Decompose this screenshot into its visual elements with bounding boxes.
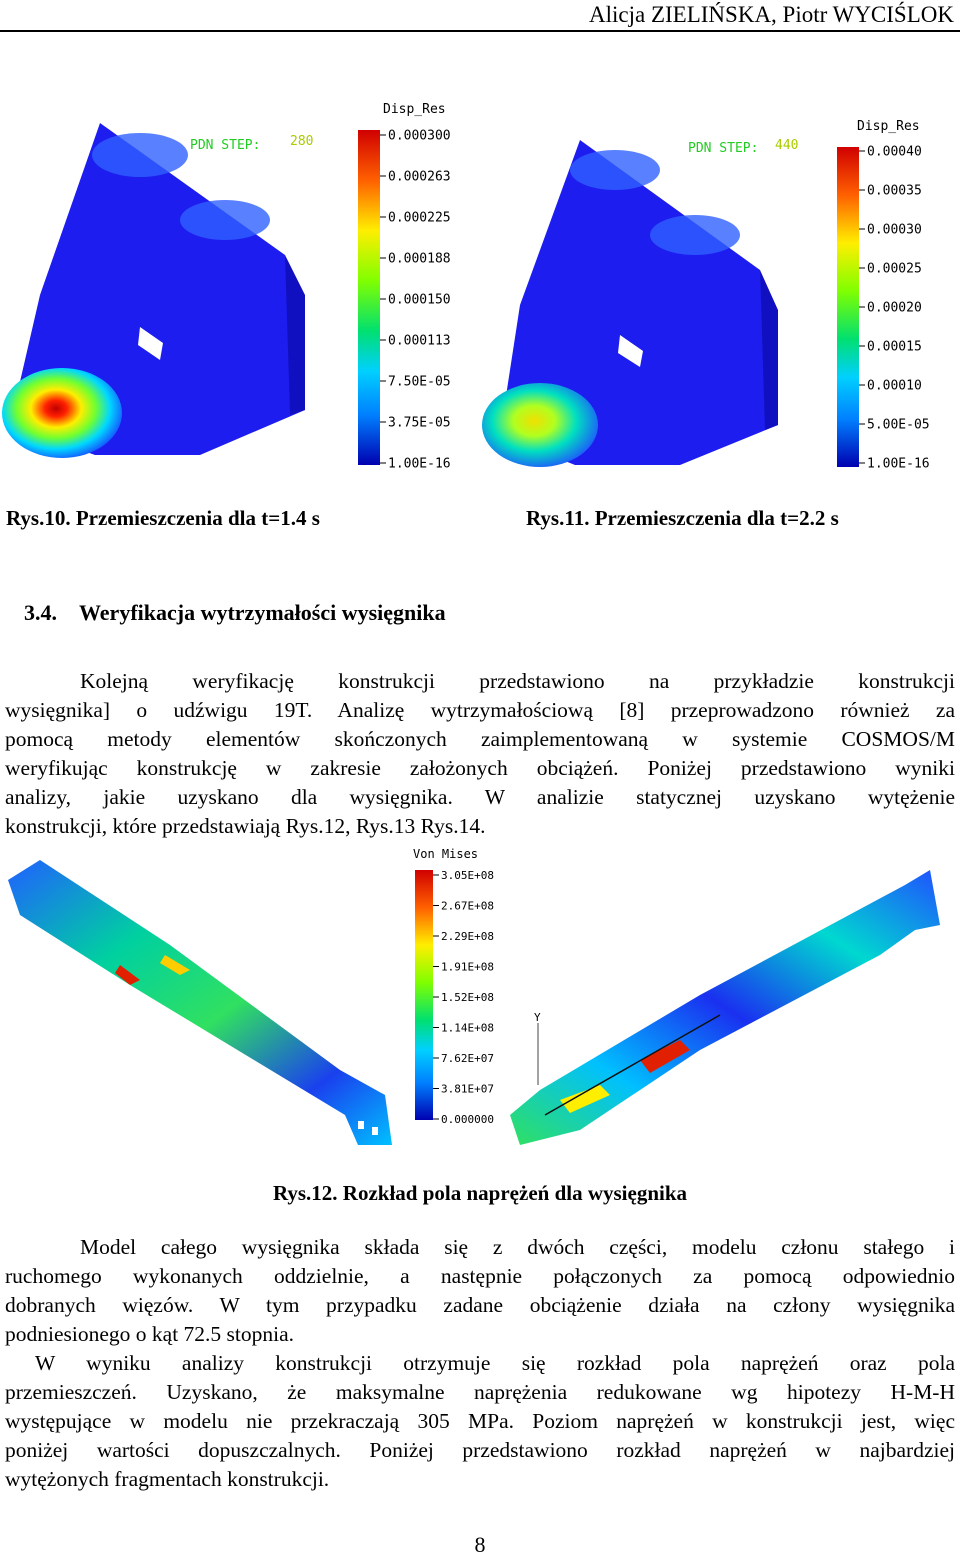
displacement-hotspot <box>2 368 122 458</box>
legend-tick-label: 2.29E+08 <box>441 929 494 943</box>
legend-ticks <box>859 145 930 472</box>
page-number: 8 <box>474 1532 486 1557</box>
text-line: wytężonych fragmentach konstrukcji. <box>5 1467 330 1491</box>
section-number: 3.4. <box>24 600 57 625</box>
legend-tick-label: 1.91E+08 <box>441 960 494 974</box>
text-line: weryfikując konstrukcję w zakresie założonych obciążeń. Poniżej przedstawiono wyniki <box>5 756 955 780</box>
running-header: Alicja ZIELIŃSKA, Piotr WYCIŚLOK <box>589 2 954 27</box>
legend-tick-label: 0.00025 <box>867 261 922 277</box>
legend-tick-label: 7.50E-05 <box>388 374 451 390</box>
displacement-hotspot <box>482 383 598 467</box>
boom-edge-line <box>545 1015 720 1115</box>
section-heading <box>24 600 446 626</box>
part-highlight <box>92 133 188 177</box>
legend-title: Disp_Res <box>383 102 446 117</box>
text-line: pomocą metody elementów skończonych zaimplementowaną w systemie COSMOS/M <box>5 727 955 751</box>
legend-tick-label: 1.00E-16 <box>867 456 930 472</box>
text-line: przemieszczeń. Uzyskano, że maksymalne naprężenia redukowane wg hipotezy H-M-H <box>5 1380 955 1404</box>
legend-title: Von Mises <box>413 847 479 861</box>
legend-color-bar <box>837 147 859 467</box>
legend-ticks <box>433 869 494 1126</box>
legend-tick-label: 3.05E+08 <box>441 868 494 882</box>
legend-tick-label: 0.000000 <box>441 1112 494 1126</box>
text-line: poniżej wartości dopuszczalnych. Poniżej przedstawiono rozkład naprężeń w najbardziej <box>5 1438 955 1462</box>
paragraph-3 <box>5 1349 955 1494</box>
figure-11-displacement-plot <box>480 95 960 475</box>
legend-tick-label: 3.81E+07 <box>441 1082 494 1096</box>
legend-tick-label: 0.00015 <box>867 339 922 355</box>
text-line: konstrukcji, które przedstawiają Rys.12, Rys.13 Rys.14. <box>5 814 486 838</box>
legend-tick-label: 0.00030 <box>867 222 922 238</box>
text-line: analizy, jakie uzyskano dla wysięgnika. W analizie statycznej uzyskano wytężenie <box>5 785 955 809</box>
pdn-step-value: 280 <box>290 134 314 149</box>
legend-tick-label: 0.000300 <box>388 128 451 144</box>
legend-tick-label: 0.000113 <box>388 333 451 349</box>
text-line: W wyniku analizy konstrukcji otrzymuje się rozkład pola naprężeń oraz pola <box>35 1351 955 1375</box>
part-highlight <box>570 150 660 190</box>
legend-tick-label: 0.00035 <box>867 183 922 199</box>
legend-title: Disp_Res <box>857 119 920 134</box>
text-line: podniesionego o kąt 72.5 stopnia. <box>5 1322 295 1346</box>
legend-tick-label: 7.62E+07 <box>441 1051 494 1065</box>
legend-color-bar <box>358 130 380 465</box>
figure-12-caption: Rys.12. Rozkład pola naprężeń dla wysięgnika <box>272 1181 688 1205</box>
text-line: dobranych więzów. W tym przypadku zadane obciążenie działa na człony wysięgnika <box>5 1293 955 1317</box>
section-title: Weryfikacja wytrzymałości wysięgnika <box>79 600 446 625</box>
legend-color-bar <box>415 870 433 1120</box>
figure-10-caption: Rys.10. Przemieszczenia dla t=1.4 s <box>6 506 320 530</box>
text-line: wysięgnika] o udźwigu 19T. Analizę wytrzymałościową [8] przeprowadzono również za <box>5 698 955 722</box>
legend-tick-label: 1.00E-16 <box>388 456 451 472</box>
pdn-step-label: PDN STEP: <box>688 141 759 156</box>
paragraph-2 <box>5 1233 955 1349</box>
pdn-step-value: 440 <box>775 138 799 153</box>
paragraph-1 <box>5 667 955 841</box>
boom-hole <box>372 1127 378 1135</box>
legend-tick-label: 0.00040 <box>867 144 922 160</box>
text-line: ruchomego wykonanych oddzielnie, a następnie połączonych za pomocą odpowiednio <box>5 1264 955 1288</box>
legend-tick-label: 0.000188 <box>388 251 451 267</box>
legend-tick-label: 1.52E+08 <box>441 990 494 1004</box>
pdn-step-label: PDN STEP: <box>190 138 261 153</box>
figure-10-displacement-plot <box>0 95 480 475</box>
text-line: Model całego wysięgnika składa się z dwóch części, modelu członu stałego i <box>80 1235 955 1259</box>
legend-tick-label: 3.75E-05 <box>388 415 451 431</box>
figure-11-caption: Rys.11. Przemieszczenia dla t=2.2 s <box>526 506 839 530</box>
part-highlight <box>650 215 740 255</box>
legend-tick-label: 1.14E+08 <box>441 1021 494 1035</box>
legend-tick-label: 5.00E-05 <box>867 417 930 433</box>
boom-model-left <box>8 860 392 1145</box>
boom-hole <box>358 1121 364 1129</box>
legend-tick-label: 0.000225 <box>388 210 451 226</box>
legend-tick-label: 2.67E+08 <box>441 899 494 913</box>
y-axis-label: Y <box>534 1011 541 1024</box>
figure-12-stress-plot <box>0 845 960 1160</box>
legend-ticks <box>380 129 451 472</box>
header-rule <box>0 30 960 32</box>
legend-tick-label: 0.000150 <box>388 292 451 308</box>
part-highlight <box>180 200 270 240</box>
legend-tick-label: 0.000263 <box>388 169 451 185</box>
text-line: występujące w modelu nie przekraczają 305 MPa. Poziom naprężeń w konstrukcji jest, więc <box>5 1409 955 1433</box>
text-line: Kolejną weryfikację konstrukcji przedstawiono na przykładzie konstrukcji <box>80 669 955 693</box>
legend-tick-label: 0.00020 <box>867 300 922 316</box>
legend-tick-label: 0.00010 <box>867 378 922 394</box>
